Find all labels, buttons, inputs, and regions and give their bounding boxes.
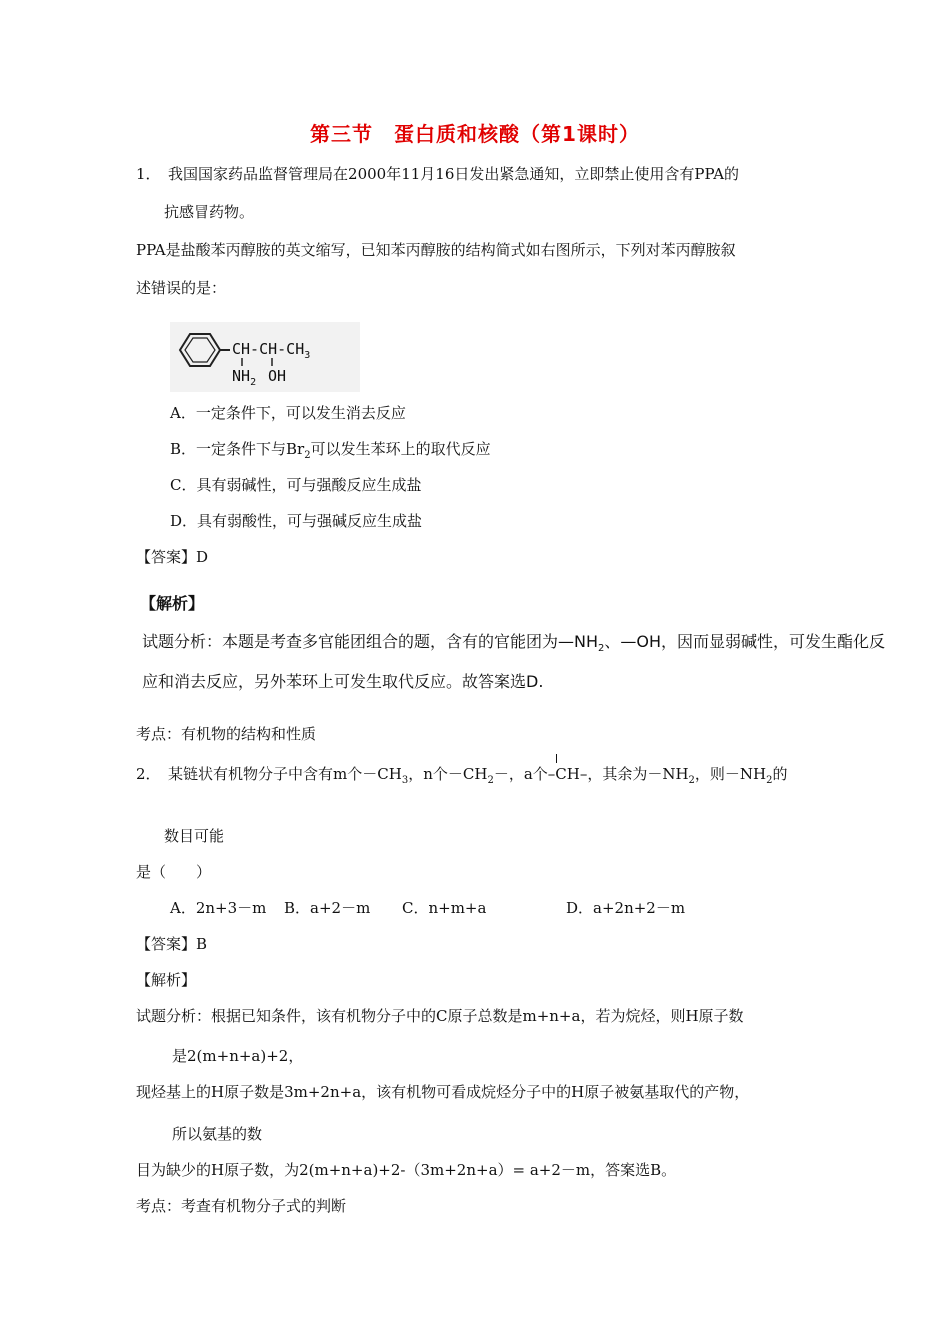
- q1-option-b: B．一定条件下与$Br_2$可以发生苯环上的取代反应: [170, 440, 491, 461]
- structure-chain: $CH-CH-CH_3$: [232, 340, 311, 361]
- q2-analysis-line-4: 所以氨基的数: [172, 1125, 263, 1143]
- q2-option-d: D．a+2n+2－m: [566, 899, 686, 917]
- q1-line-3: PPA是盐酸苯丙醇胺的英文缩写，已知苯丙醇胺的结构简式如右图所示，下列对苯丙醇胺叙: [136, 241, 736, 259]
- q1-line-1: 1． 我国国家药品监督管理局在2000年11月16日发出紧急通知，立即禁止使用含有PPA的: [136, 165, 740, 183]
- structure-oh: OH: [268, 367, 287, 385]
- q2-analysis-line-3: 现烃基上的H原子数是3m+2n+a，该有机物可看成烷烃分子中的H原子被氨基取代的产物，: [136, 1083, 750, 1101]
- q2-option-c: C．n+m+a: [402, 899, 487, 917]
- page-title: 第三节 蛋白质和核酸（第1课时）: [310, 122, 640, 146]
- q1-analysis-line-1: 试题分析：本题是考查多官能团组合的题，含有的官能团为$—NH_2$、—OH，因而显弱碱性，可发生酯化反: [142, 632, 886, 655]
- q2-answer: 【答案】B: [136, 935, 208, 953]
- q1-option-d: D．具有弱酸性，可与强碱反应生成盐: [170, 512, 423, 530]
- q1-option-a: A．一定条件下，可以发生消去反应: [170, 404, 406, 422]
- q1-line-2: 抗感冒药物。: [164, 203, 255, 221]
- structural-formula-image: [170, 322, 360, 392]
- q2-line-1: 2． 某链状有机物分子中含有m个$-CH_3$，n个$-CH_2-$，a个 –CH–，其余为$-NH_2$，则$-NH_2$的: [136, 764, 788, 791]
- q2-line-3: 是（ ）: [136, 863, 212, 881]
- q2-option-b: B．a+2－m: [284, 899, 371, 917]
- q2-analysis-line-1: 试题分析：根据已知条件，该有机物分子中的C原子总数是m+n+a，若为烷烃，则H原子数: [136, 1007, 744, 1025]
- q2-option-a: A．2n+3－m: [170, 899, 267, 917]
- methine-group: –CH–: [548, 764, 588, 784]
- q1-kaodian: 考点：有机物的结构和性质: [136, 725, 317, 743]
- q1-analysis-heading: 【解析】: [140, 594, 205, 613]
- q2-analysis-line-5: 目为缺少的H原子数，为2(m+n+a)+2-（3m+2n+a）= a+2－m，答案选B。: [136, 1161, 677, 1179]
- q2-analysis-line-2: 是2(m+n+a)+2，: [172, 1047, 304, 1065]
- q2-line-2: 数目可能: [164, 827, 225, 845]
- q1-answer: 【答案】D: [136, 548, 209, 566]
- q1-analysis-line-2: 应和消去反应，另外苯环上可发生取代反应。故答案选D.: [142, 672, 544, 691]
- q1-line-4: 述错误的是：: [136, 279, 227, 297]
- q2-kaodian: 考点：考查有机物分子式的判断: [136, 1197, 347, 1215]
- structure-nh2: $NH_2$: [232, 367, 257, 388]
- q1-option-c: C．具有弱碱性，可与强酸反应生成盐: [170, 476, 422, 494]
- q2-analysis-heading: 【解析】: [136, 971, 197, 989]
